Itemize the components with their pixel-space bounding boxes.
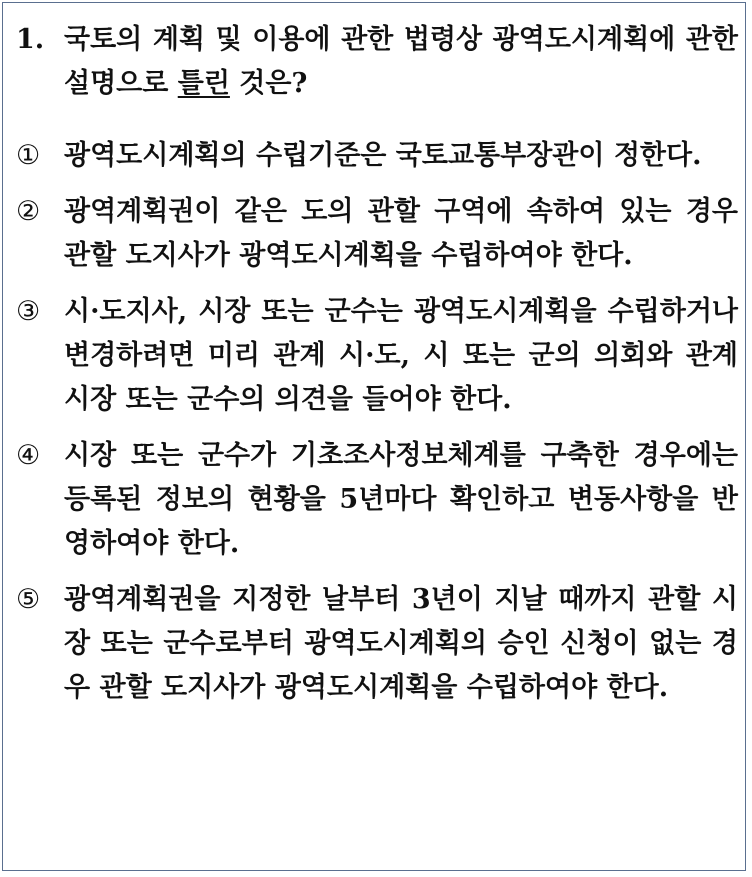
question-emphasis: 틀린 bbox=[177, 68, 230, 99]
choice-number: ② bbox=[16, 196, 41, 227]
choice-number: ① bbox=[16, 140, 41, 171]
question-text-before: 국토의 계획 및 이용에 관한 법령상 광역도시계획에 관한 설명으로 bbox=[64, 24, 738, 99]
question-text-after: 것은? bbox=[229, 68, 308, 99]
choice-text: 광역계획권을 지정한 날부터 3년이 지날 때까지 관할 시장 또는 군수로부터 광역도시계획의 승인 신청이 없는 경우 관할 도지사가 광역도시계획을 수립하여야 한다. bbox=[64, 584, 738, 703]
choice-1[interactable] bbox=[16, 134, 738, 178]
choice-text: 시장 또는 군수가 기초조사정보체계를 구축한 경우에는 등록된 정보의 현황을 5년마다 확인하고 변동사항을 반영하여야 한다. bbox=[64, 440, 738, 559]
choice-text: 시·도지사, 시장 또는 군수는 광역도시계획을 수립하거나 변경하려면 미리 관계 시·도, 시 또는 군의 의회와 관계 시장 또는 군수의 의견을 들어야 한다. bbox=[64, 296, 738, 415]
question-block bbox=[16, 18, 738, 722]
choice-4[interactable] bbox=[16, 434, 738, 566]
choice-number: ⑤ bbox=[16, 584, 41, 615]
question-text bbox=[64, 18, 738, 106]
choice-2[interactable] bbox=[16, 190, 738, 278]
choice-number: ④ bbox=[16, 440, 41, 471]
choice-text: 광역도시계획의 수립기준은 국토교통부장관이 정한다. bbox=[64, 140, 702, 171]
choice-list bbox=[16, 134, 738, 710]
question-number: 1. bbox=[16, 24, 45, 55]
choice-text: 광역계획권이 같은 도의 관할 구역에 속하여 있는 경우 관할 도지사가 광역도시계획을 수립하여야 한다. bbox=[64, 196, 738, 271]
choice-number: ③ bbox=[16, 296, 41, 327]
question-stem bbox=[16, 18, 738, 106]
choice-3[interactable] bbox=[16, 290, 738, 422]
choice-5[interactable] bbox=[16, 578, 738, 710]
